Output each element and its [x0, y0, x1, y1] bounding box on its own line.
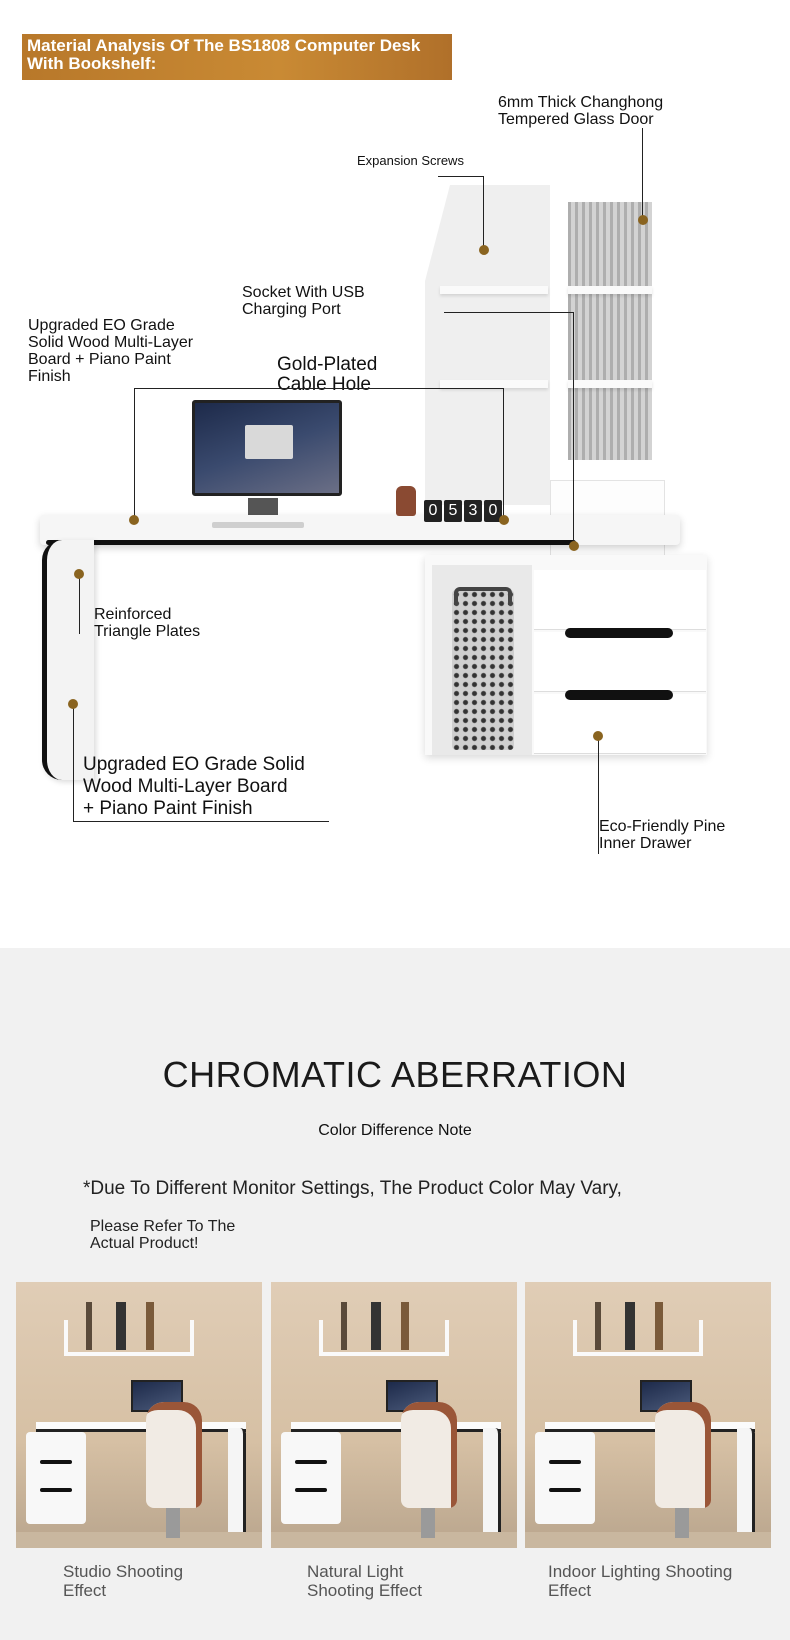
- chroma-title: CHROMATIC ABERRATION: [162, 1054, 628, 1095]
- callout-dot: [499, 515, 509, 525]
- callout-dot: [638, 215, 648, 225]
- label-expansion-screws: Expansion Screws: [357, 153, 464, 168]
- callout-dot: [129, 515, 139, 525]
- clock-digit: 0: [424, 500, 442, 522]
- leader-line: [642, 128, 643, 220]
- leader-line: [73, 704, 329, 822]
- shelf: [568, 286, 652, 294]
- drawer: [534, 694, 706, 754]
- caption-studio: Studio Shooting Effect: [63, 1562, 184, 1600]
- callout-dot: [68, 699, 78, 709]
- label-glass-door: 6mm Thick Changhong Tempered Glass Door: [498, 94, 664, 128]
- callout-dot: [593, 731, 603, 741]
- leader-line: [264, 388, 504, 520]
- glass-door: [568, 202, 652, 460]
- callout-dot: [74, 569, 84, 579]
- label-socket: Socket With USB Charging Port: [242, 284, 365, 318]
- chroma-subtitle: Color Difference Note: [318, 1122, 472, 1139]
- label-cable-hole: Gold-Plated Cable Hole: [277, 354, 378, 395]
- clock-digit: 3: [464, 500, 482, 522]
- clock-digit: 0: [484, 500, 502, 522]
- leader-line: [134, 388, 264, 520]
- drawer-handle: [565, 628, 673, 638]
- shelf: [440, 286, 548, 294]
- pc-tower: [452, 590, 514, 750]
- callout-dot: [569, 541, 579, 551]
- clock-digit: 5: [444, 500, 462, 522]
- leader-line: [79, 574, 80, 634]
- photo-studio: [16, 1282, 262, 1548]
- photo-indoor-lighting: [525, 1282, 771, 1548]
- drawer-handle: [565, 690, 673, 700]
- shelf: [568, 380, 652, 388]
- label-board-leg: Upgraded EO Grade Solid Wood Multi-Layer Board + Piano Paint Finish: [83, 754, 305, 819]
- leader-line: [438, 176, 484, 250]
- label-drawer: Eco-Friendly Pine Inner Drawer: [599, 818, 726, 852]
- leader-line: [598, 736, 599, 854]
- photo-natural-light: [271, 1282, 517, 1548]
- chroma-note: *Due To Different Monitor Settings, The Product Color May Vary,: [83, 1178, 622, 1199]
- caption-natural-light: Natural Light Shooting Effect: [307, 1562, 422, 1600]
- label-triangle-plates: Reinforced Triangle Plates: [94, 606, 201, 640]
- callout-dot: [479, 245, 489, 255]
- chromatic-aberration-section: [0, 948, 790, 1640]
- keyboard: [212, 522, 304, 528]
- label-board-top: Upgraded EO Grade Solid Wood Multi-Layer Board + Piano Paint Finish: [28, 317, 194, 385]
- analysis-title: Material Analysis Of The BS1808 Computer Desk With Bookshelf:: [22, 34, 452, 80]
- caption-indoor-lighting: Indoor Lighting Shooting Effect: [548, 1562, 733, 1600]
- drawer: [534, 570, 706, 630]
- pc-handle: [454, 587, 512, 605]
- drawer: [534, 632, 706, 692]
- chroma-note-continued: Please Refer To The Actual Product!: [90, 1218, 236, 1252]
